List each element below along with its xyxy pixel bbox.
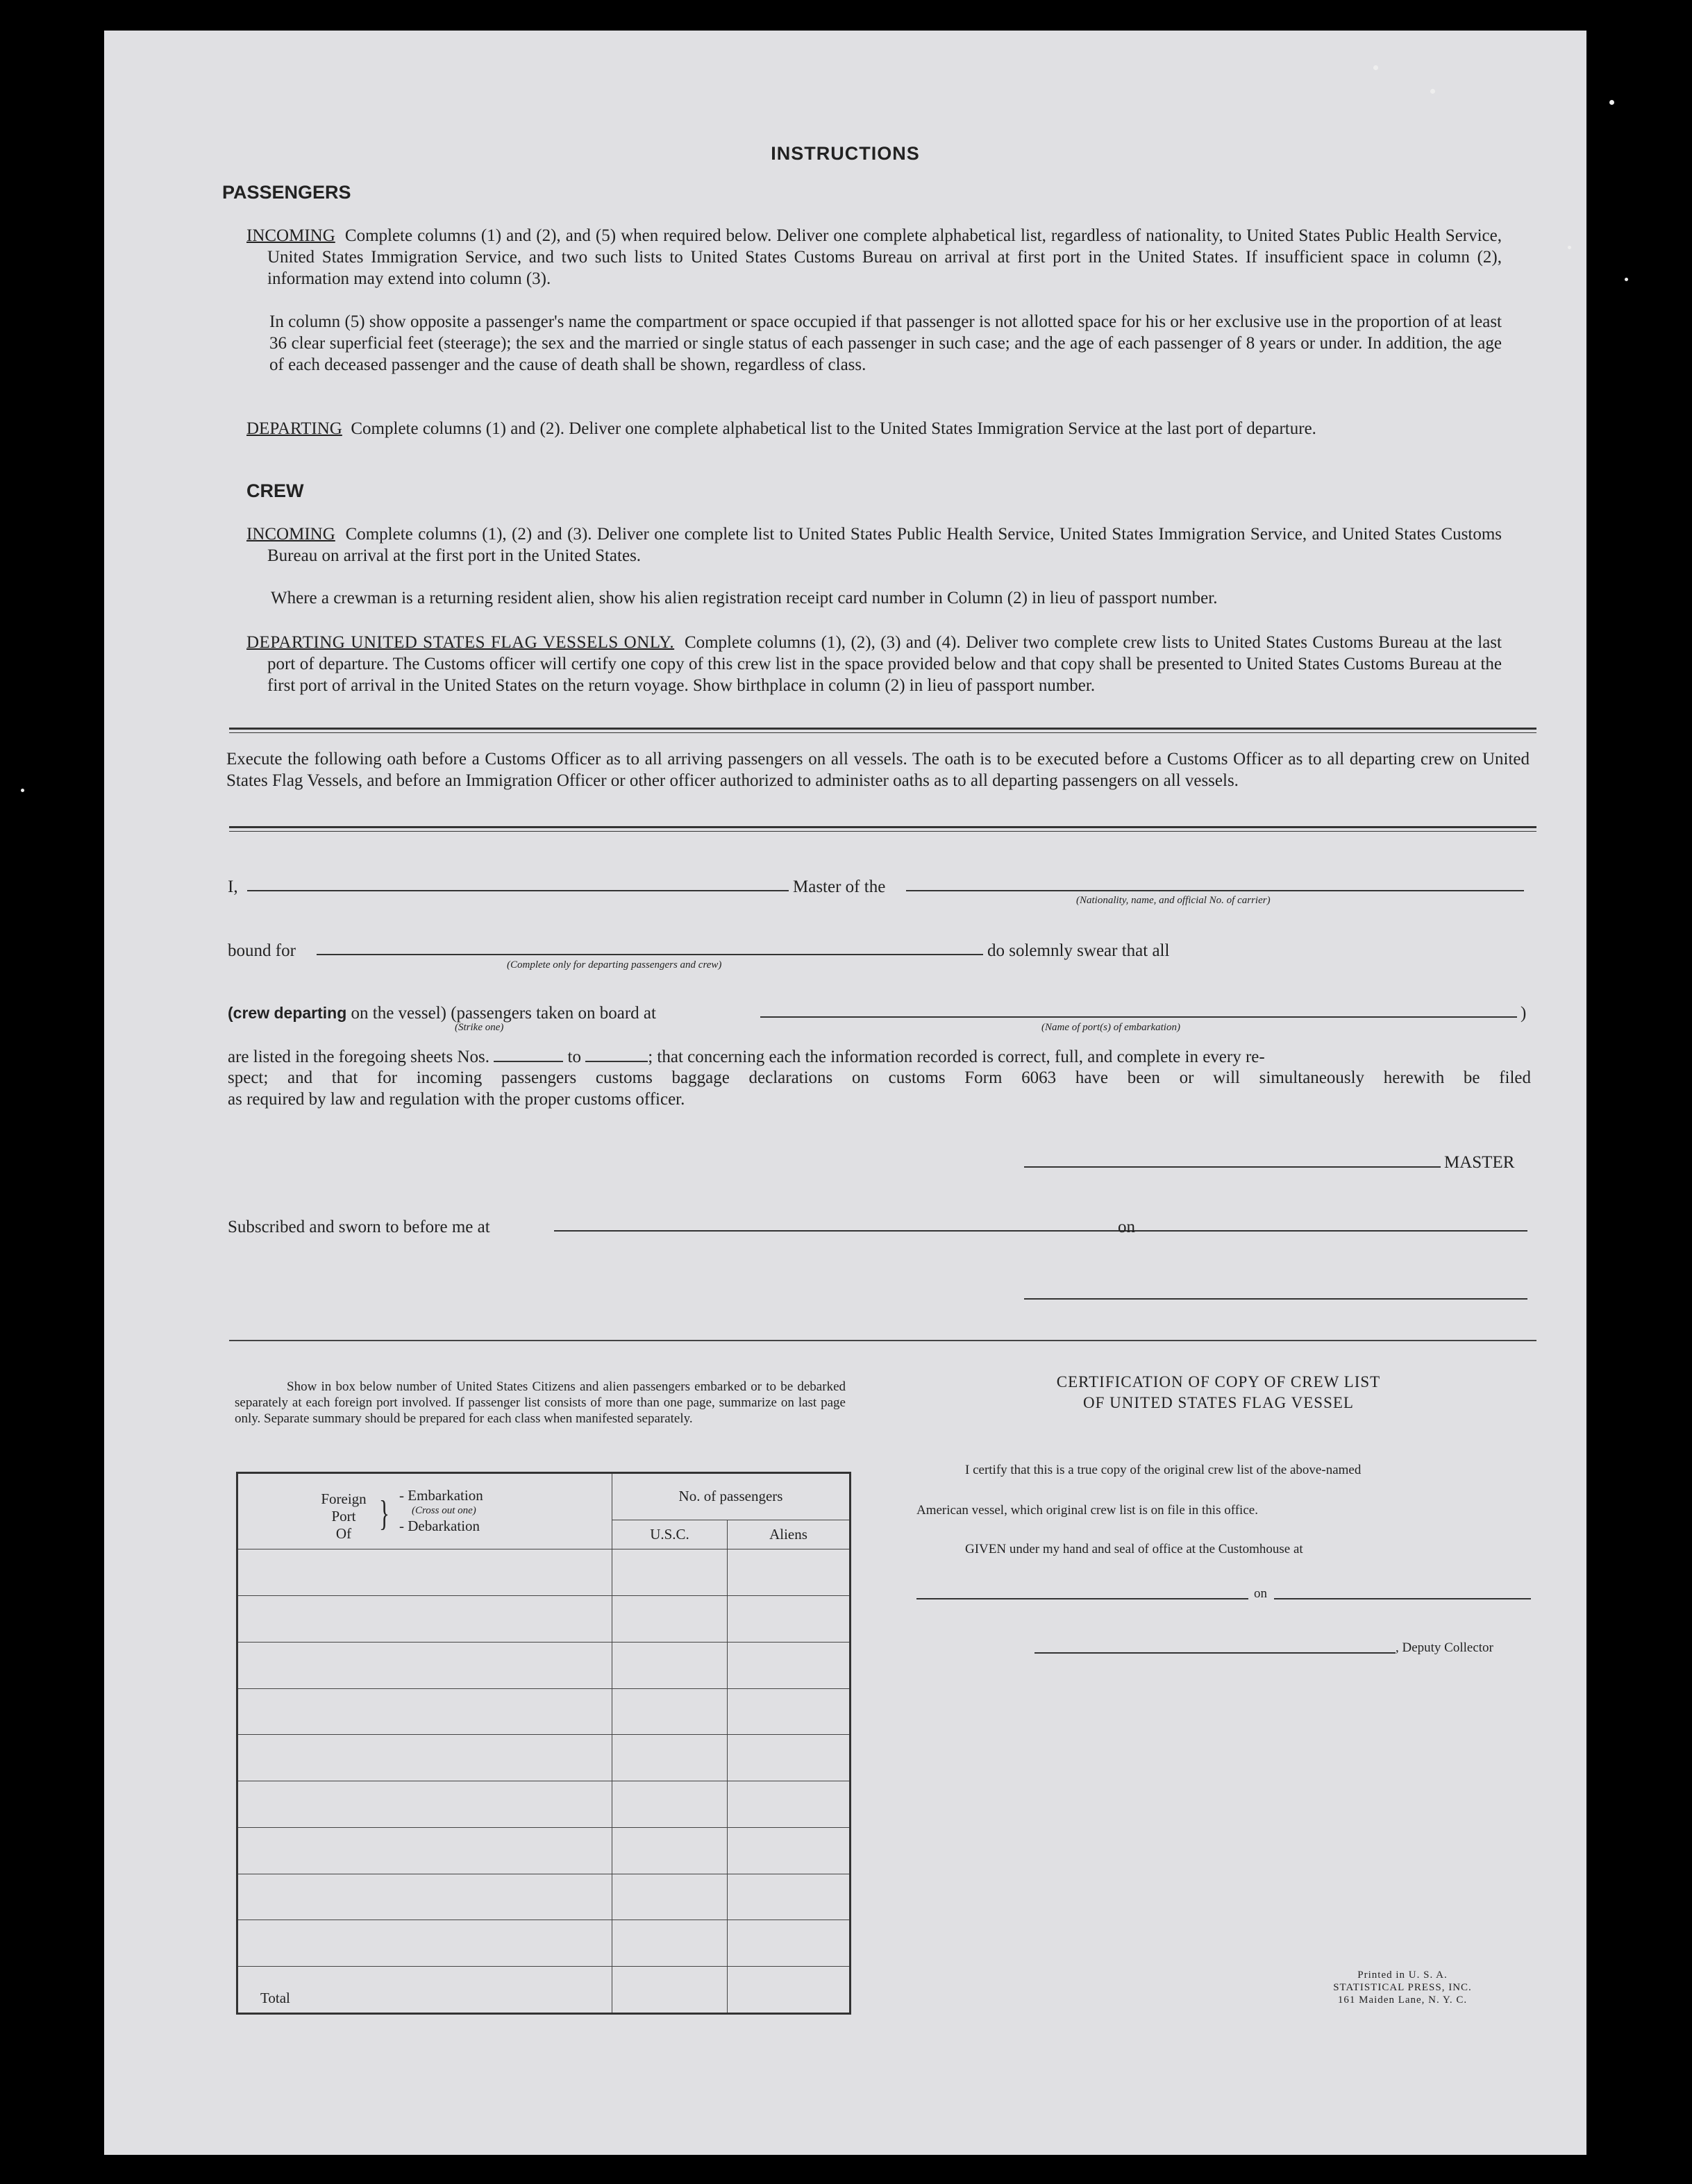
scan-speck bbox=[1373, 65, 1378, 70]
crew-departing-lead: DEPARTING UNITED STATES FLAG VESSELS ONLY. bbox=[246, 633, 675, 652]
total-label: Total bbox=[237, 1967, 612, 2014]
table-row bbox=[237, 1642, 851, 1688]
crew-departing-paragraph bbox=[246, 632, 1502, 696]
table-row bbox=[237, 1549, 851, 1596]
embarkation-option[interactable]: - Embarkation bbox=[399, 1487, 483, 1504]
to-label: to bbox=[567, 1048, 581, 1066]
aliens-cell[interactable] bbox=[728, 1920, 851, 1967]
crew-incoming-lead: INCOMING bbox=[246, 525, 335, 544]
passengers-departing-lead: DEPARTING bbox=[246, 419, 342, 438]
officer-signature-field[interactable] bbox=[1024, 1298, 1527, 1300]
crew-departing-label: (crew departing bbox=[228, 1004, 347, 1022]
no-of-passengers-header: No. of passengers bbox=[612, 1473, 851, 1520]
usc-cell[interactable] bbox=[612, 1920, 728, 1967]
aliens-cell[interactable] bbox=[728, 1642, 851, 1688]
aliens-cell[interactable] bbox=[728, 1688, 851, 1735]
usc-cell[interactable] bbox=[612, 1688, 728, 1735]
aliens-cell[interactable] bbox=[728, 1549, 851, 1596]
sheet-to-field[interactable] bbox=[585, 1047, 648, 1062]
crew-departing-text: Complete columns (1), (2), (3) and (4). Deliver two complete crew lists to United States Customs Bureau at the last port of departure. The Customs officer will certify one copy of this crew list in the space provided below and that copy shall be presented to United States Customs Bureau at the first port of arrival in the United States on the return voyage. Show birthplace in column (2) in lieu of passport number. bbox=[267, 633, 1502, 695]
passengers-departing-text: Complete columns (1) and (2). Deliver one complete alphabetical list to the United States Immigration Service at the last port of departure. bbox=[351, 419, 1316, 438]
total-row bbox=[237, 1967, 851, 2014]
certification-on-label: on bbox=[1254, 1586, 1267, 1601]
passengers-column5-paragraph: In column (5) show opposite a passenger's name the compartment or space occupied if that passenger is not allotted space for his or her exclusive use in the proportion of at least 36 clear superficial feet (steerage); the sex and the married or single status of each passenger in such case; and the age of each passenger of 8 years or under. In addition, the age of each deceased passenger and the cause of death shall be shown, regardless of class. bbox=[269, 312, 1502, 374]
certification-date-field[interactable] bbox=[1274, 1598, 1531, 1599]
instructions-title: INSTRUCTIONS bbox=[771, 143, 920, 164]
port-cell[interactable] bbox=[237, 1549, 612, 1596]
usc-cell[interactable] bbox=[612, 1874, 728, 1920]
listed-line-2: spect; and that for incoming passengers customs baggage declarations on customs Form 6063 have been or will simultaneously herewith be filed bbox=[228, 1068, 1531, 1087]
scan-speck bbox=[1625, 278, 1628, 281]
section-divider-3 bbox=[229, 1340, 1536, 1341]
section-divider-1 bbox=[229, 728, 1536, 733]
close-paren: ) bbox=[1521, 1004, 1527, 1023]
sworn-location-field[interactable] bbox=[554, 1230, 1207, 1232]
port-cell[interactable] bbox=[237, 1781, 612, 1828]
port-cell[interactable] bbox=[237, 1688, 612, 1735]
master-name-field[interactable] bbox=[247, 890, 789, 891]
cross-out-note: (Cross out one) bbox=[412, 1505, 476, 1517]
solemnly-swear-label: do solemnly swear that all bbox=[987, 941, 1170, 960]
printer-line-3: 161 Maiden Lane, N. Y. C. bbox=[1337, 1994, 1468, 2006]
certification-title bbox=[1021, 1372, 1416, 1413]
usc-cell[interactable] bbox=[612, 1827, 728, 1874]
passengers-taken-label: (passengers taken on board at bbox=[451, 1004, 656, 1023]
certification-line-1: I certify that this is a true copy of the original crew list of the above-named bbox=[965, 1463, 1362, 1477]
sworn-on-label: on bbox=[1118, 1218, 1135, 1236]
passenger-summary-table bbox=[236, 1472, 851, 2015]
listed-line-3: as required by law and regulation with the proper customs officer. bbox=[228, 1090, 685, 1109]
aliens-cell[interactable] bbox=[728, 1595, 851, 1642]
port-cell[interactable] bbox=[237, 1920, 612, 1967]
scan-speck bbox=[21, 789, 24, 792]
scan-speck bbox=[1609, 100, 1614, 105]
oath-instruction-paragraph: Execute the following oath before a Customs Officer as to all arriving passengers on all vessels. The oath is to be executed before a Customs Officer as to all departing crew on United States Flag Vessels, and before an Immigration Officer or other officer authorized to administer oaths as to all departing passengers on all vessels. bbox=[226, 750, 1530, 790]
usc-cell[interactable] bbox=[612, 1781, 728, 1828]
customhouse-field[interactable] bbox=[916, 1598, 1248, 1599]
aliens-header: Aliens bbox=[728, 1520, 851, 1549]
port-note: (Name of port(s) of embarkation) bbox=[1041, 1022, 1180, 1033]
printer-line-2: STATISTICAL PRESS, INC. bbox=[1333, 1982, 1472, 1993]
table-row bbox=[237, 1827, 851, 1874]
sheets-nos-label: are listed in the foregoing sheets Nos. bbox=[228, 1048, 489, 1066]
form-page bbox=[104, 31, 1586, 2155]
port-cell[interactable] bbox=[237, 1827, 612, 1874]
listed-line-1 bbox=[228, 1047, 1265, 1067]
table-row bbox=[237, 1920, 851, 1967]
crew-heading: CREW bbox=[246, 480, 304, 501]
usc-cell[interactable] bbox=[612, 1549, 728, 1596]
aliens-cell[interactable] bbox=[728, 1781, 851, 1828]
passengers-incoming-lead: INCOMING bbox=[246, 226, 335, 245]
crew-incoming-text: Complete columns (1), (2) and (3). Deliver one complete list to United States Public Health Service, United States Immigration Service, and United States Customs Bureau on arrival at the first port in the United States. bbox=[267, 525, 1502, 565]
usc-cell[interactable] bbox=[612, 1642, 728, 1688]
information-recorded-text: ; that concerning each the information recorded is correct, full, and complete in every re- bbox=[648, 1048, 1265, 1066]
scan-speck bbox=[1430, 89, 1435, 94]
carrier-note: (Nationality, name, and official No. of carrier) bbox=[1076, 895, 1271, 906]
debarkation-option[interactable]: - Debarkation bbox=[399, 1518, 480, 1535]
summary-instruction: Show in box below number of United States Citizens and alien passengers embarked or to be debarked separately at each foreign port involved. If passenger list consists of more than one page, summarize on last page only. Separate summary should be prepared for each class when manifested separately. bbox=[235, 1379, 846, 1426]
carrier-field[interactable] bbox=[906, 890, 1524, 891]
foreign-label: Foreign bbox=[321, 1490, 367, 1508]
deputy-collector-signature-field[interactable] bbox=[1035, 1652, 1396, 1654]
table-row bbox=[237, 1735, 851, 1781]
scan-speck bbox=[1568, 246, 1571, 249]
master-signature-field[interactable] bbox=[1024, 1166, 1441, 1168]
section-divider-2 bbox=[229, 826, 1536, 832]
printer-line-1: Printed in U. S. A. bbox=[1357, 1969, 1448, 1981]
sheet-from-field[interactable] bbox=[494, 1047, 563, 1062]
port-label: Port bbox=[331, 1508, 356, 1525]
bound-for-label: bound for bbox=[228, 941, 296, 960]
usc-cell[interactable] bbox=[612, 1735, 728, 1781]
of-label: Of bbox=[335, 1525, 352, 1543]
sworn-date-field[interactable] bbox=[1139, 1230, 1527, 1232]
passengers-incoming-paragraph bbox=[246, 225, 1502, 289]
certification-given: GIVEN under my hand and seal of office at the Customhouse at bbox=[965, 1542, 1303, 1556]
port-cell[interactable] bbox=[237, 1874, 612, 1920]
usc-cell[interactable] bbox=[612, 1595, 728, 1642]
table-row bbox=[237, 1688, 851, 1735]
deputy-collector-label: , Deputy Collector bbox=[1396, 1640, 1493, 1655]
aliens-cell[interactable] bbox=[728, 1874, 851, 1920]
certification-title-line-2: OF UNITED STATES FLAG VESSEL bbox=[1083, 1394, 1354, 1411]
usc-header: U.S.C. bbox=[612, 1520, 728, 1549]
port-cell[interactable] bbox=[237, 1642, 612, 1688]
brace-icon: } bbox=[378, 1494, 390, 1534]
usc-total-cell[interactable] bbox=[612, 1967, 728, 2014]
passengers-heading: PASSENGERS bbox=[222, 182, 351, 203]
aliens-cell[interactable] bbox=[728, 1735, 851, 1781]
printer-imprint bbox=[1316, 1969, 1489, 2006]
port-cell[interactable] bbox=[237, 1595, 612, 1642]
passengers-incoming-text: Complete columns (1) and (2), and (5) when required below. Deliver one complete alphabetical list, regardless of nationality, to United States Public Health Service, United States Immigration Service, and two such lists to United States Customs Bureau on arrival at first port in the United States. If insufficient space in column (2), information may extend into column (3). bbox=[267, 226, 1502, 288]
port-cell[interactable] bbox=[237, 1735, 612, 1781]
master-of-the-label: Master of the bbox=[793, 877, 886, 896]
crew-resident-paragraph: Where a crewman is a returning resident alien, show his alien registration receipt card number in Column (2) in lieu of passport number. bbox=[271, 589, 1218, 607]
passengers-departing-paragraph bbox=[246, 418, 1502, 439]
aliens-total-cell[interactable] bbox=[728, 1967, 851, 2014]
certification-title-line-1: CERTIFICATION OF COPY OF CREW LIST bbox=[1056, 1373, 1381, 1391]
port-of-embarkation-field[interactable] bbox=[760, 1016, 1517, 1018]
table-row bbox=[237, 1781, 851, 1828]
bound-for-field[interactable] bbox=[317, 954, 983, 955]
table-row bbox=[237, 1595, 851, 1642]
strike-one-note: (Strike one) bbox=[455, 1022, 504, 1033]
table-row bbox=[237, 1874, 851, 1920]
subscribed-label: Subscribed and sworn to before me at bbox=[228, 1218, 490, 1236]
bound-for-note: (Complete only for departing passengers and crew) bbox=[507, 959, 722, 971]
strike-one-line bbox=[228, 1004, 656, 1023]
master-label: MASTER bbox=[1444, 1153, 1515, 1172]
certification-line-2: American vessel, which original crew list is on file in this office. bbox=[916, 1503, 1258, 1518]
foreign-port-header bbox=[237, 1473, 612, 1549]
crew-incoming-paragraph bbox=[246, 523, 1502, 566]
aliens-cell[interactable] bbox=[728, 1827, 851, 1874]
oath-i-label: I, bbox=[228, 877, 238, 896]
on-the-vessel-label: on the vessel) bbox=[351, 1004, 446, 1023]
